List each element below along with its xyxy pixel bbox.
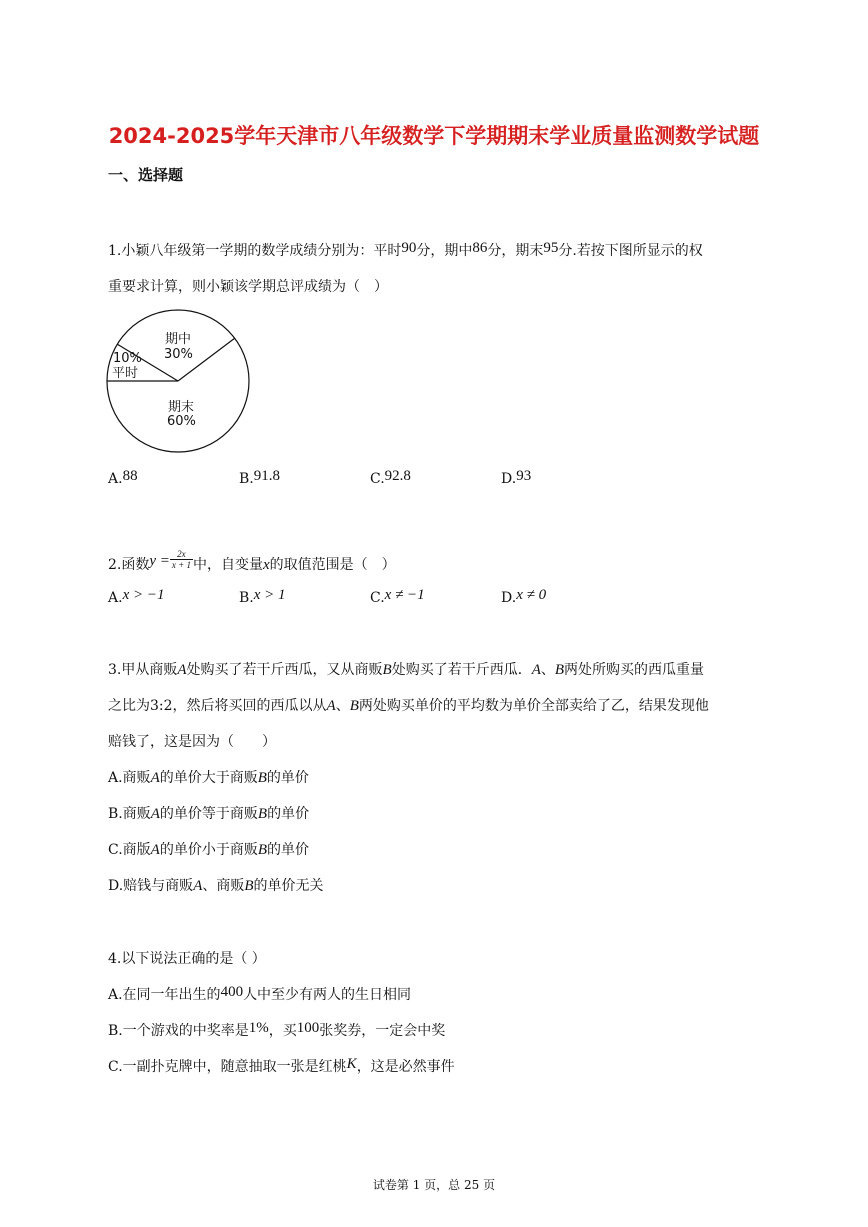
q3-option-a[interactable]: A.商贩A的单价大于商贩B的单价 <box>108 770 309 786</box>
q1-text: 分，期中 <box>416 243 473 259</box>
q4-option-b[interactable]: B.一个游戏的中奖率是1%，买100张奖券，一定会中奖 <box>108 1020 446 1039</box>
q1-option-a[interactable]: A.88 <box>108 468 138 487</box>
pie-final-label: 期末 <box>168 400 195 415</box>
q1-text: 1.小颖八年级第一学期的数学成绩分别为：平时 <box>108 243 402 259</box>
q1-text: 分，期末 <box>487 243 544 259</box>
question-1-stem-line-2: 重要求计算，则小颖该学期总评成绩为（ ） <box>108 279 388 295</box>
q1-usual-score: 90 <box>401 240 417 256</box>
q2-variable: x <box>262 557 270 573</box>
q4-option-c[interactable]: C.一副扑克牌中，随意抽取一张是红桃K，这是必然事件 <box>108 1056 455 1075</box>
q1-option-b[interactable]: B.91.8 <box>239 468 280 487</box>
q1-midterm-score: 86 <box>472 240 488 256</box>
pie-midterm-label: 期中 <box>165 332 192 347</box>
question-4-stem: 4.以下说法正确的是（ ） <box>108 951 266 967</box>
section-heading: 一、选择题 <box>108 166 184 184</box>
q2-function-y: y = <box>149 553 170 569</box>
pie-final-percent: 60% <box>167 414 196 429</box>
question-3-stem-line-2: 之比为3:2，然后将买回的西瓜以从A、B两处购买单价的平均数为单价全部卖给了乙，结果发现他 <box>108 698 709 714</box>
question-2-stem: 2.函数y = $\frac{2x}{x + 1}$ 中，自变量x的取值范围是（ ） <box>108 548 396 573</box>
question-1-stem-line-1 <box>108 240 703 260</box>
q2-option-d[interactable]: D.x ≠ 0 <box>501 587 547 606</box>
pie-usual-label: 平时 <box>112 366 139 381</box>
q2-option-a[interactable]: A.x > −1 <box>108 587 165 606</box>
page-footer: 试卷第 1 页，总 25 页 <box>372 1178 496 1192</box>
q3-option-b[interactable]: B.商贩A的单价等于商贩B的单价 <box>108 806 310 822</box>
question-3-stem-line-1: 3.甲从商贩A处购买了若干斤西瓜，又从商贩B处购买了若干斤西瓜．A、B两处所购买的西瓜重量 <box>108 662 705 678</box>
q1-final-score: 95 <box>543 240 559 256</box>
q1-option-d[interactable]: D.93 <box>501 468 532 487</box>
page-title: 2024-2025学年天津市八年级数学下学期期末学业质量监测数学试题 <box>108 124 760 148</box>
q2-option-b[interactable]: B.x > 1 <box>239 587 286 606</box>
q4-option-a[interactable]: A.在同一年出生的400人中至少有两人的生日相同 <box>108 984 412 1003</box>
question-3-stem-line-3: 赔钱了，这是因为（ ） <box>108 734 276 750</box>
q2-option-c[interactable]: C.x ≠ −1 <box>370 587 425 606</box>
q1-text: 分.若按下图所显示的权 <box>558 243 703 259</box>
q3-option-c[interactable]: C.商版A的单价小于商贩B的单价 <box>108 842 310 858</box>
q1-option-c[interactable]: C.92.8 <box>370 468 411 487</box>
q3-option-d[interactable]: D.赔钱与商贩A、商贩B的单价无关 <box>108 878 324 894</box>
weight-pie-chart <box>105 307 251 453</box>
q2-fraction: $\frac{2x}{x + 1}$ <box>171 548 191 570</box>
pie-midterm-percent: 30% <box>164 347 193 362</box>
pie-usual-percent: 10% <box>113 351 142 366</box>
